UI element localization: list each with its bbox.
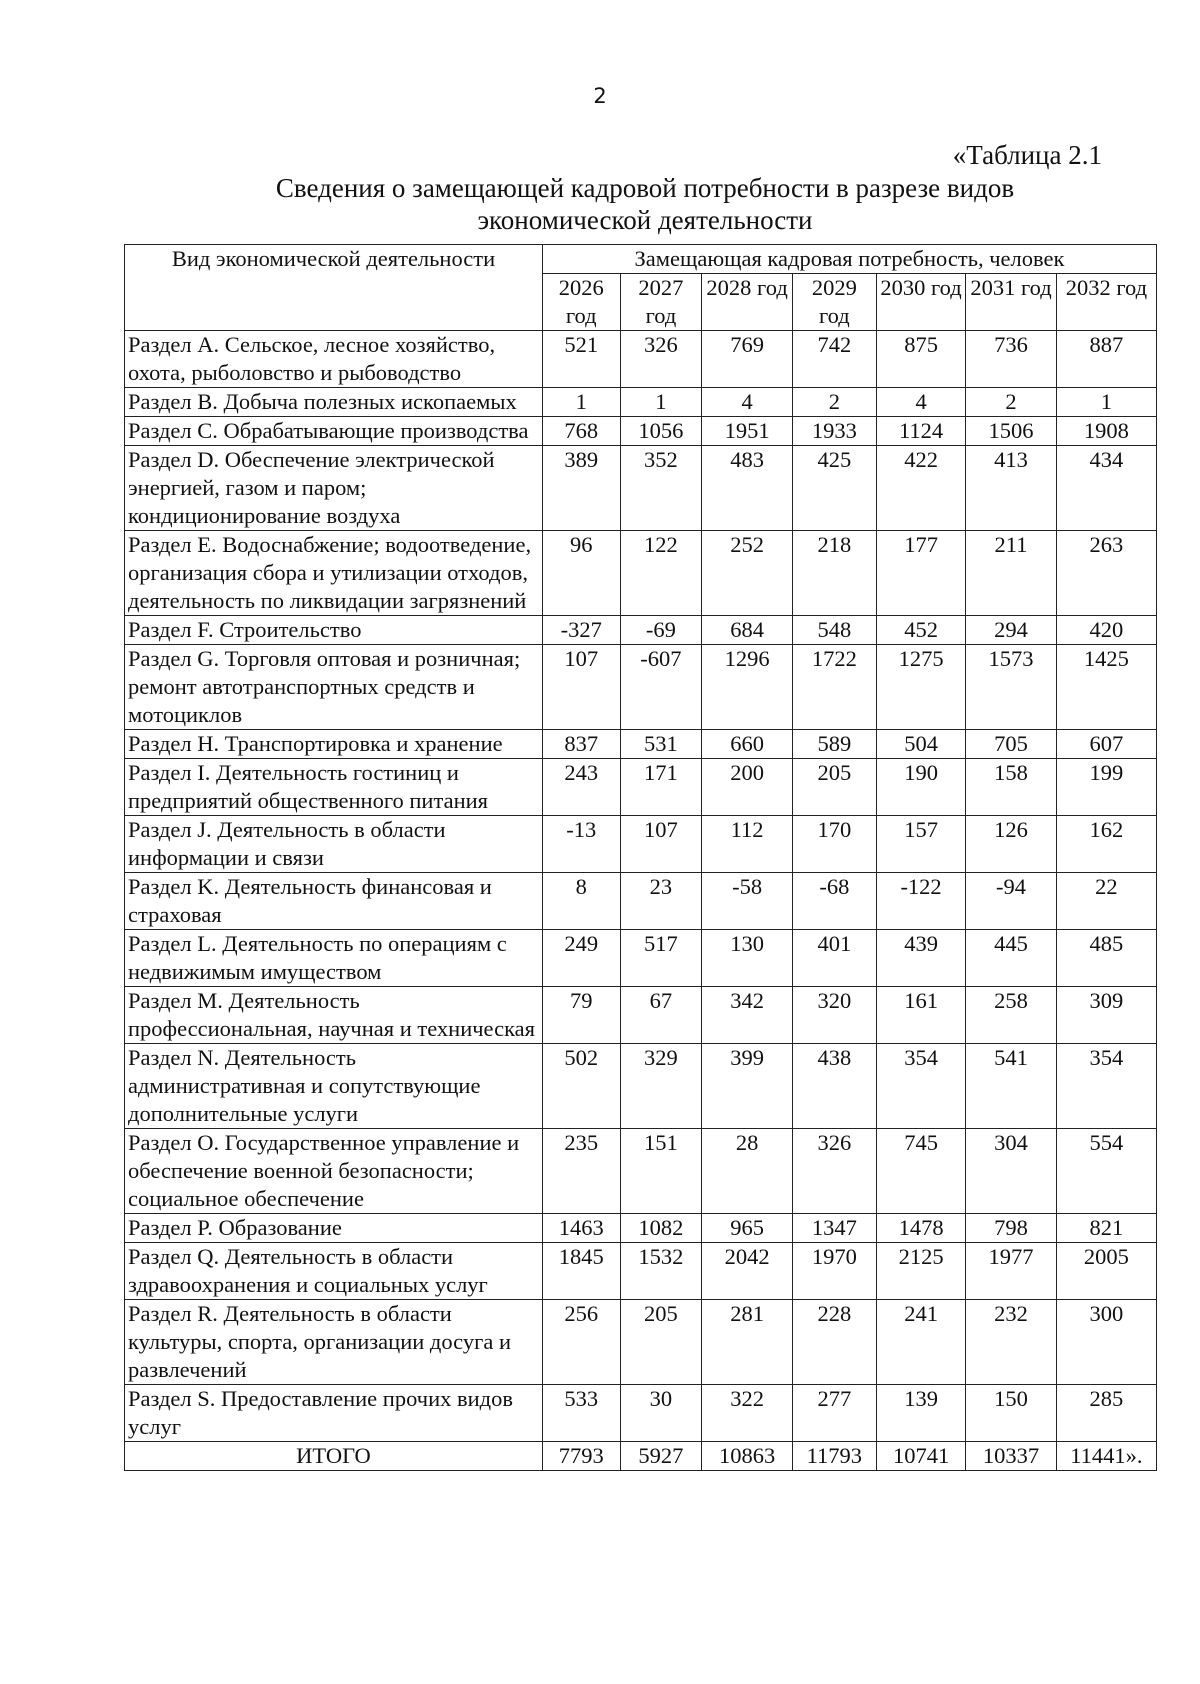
total-value-cell: 10337 (966, 1442, 1056, 1471)
value-cell: -607 (620, 645, 702, 730)
value-cell: 769 (702, 331, 792, 388)
table-row (125, 417, 1157, 446)
value-cell: 425 (792, 446, 876, 531)
value-cell: 1933 (792, 417, 876, 446)
activity-cell: Раздел N. Деятельность административная и сопутствующие дополнительные услуги (125, 1044, 543, 1129)
group-header: Замещающая кадровая потребность, человек (542, 245, 1156, 274)
value-cell: 483 (702, 446, 792, 531)
table-row (125, 531, 1157, 616)
value-cell: 320 (792, 987, 876, 1044)
value-cell: 875 (876, 331, 965, 388)
value-cell: 252 (702, 531, 792, 616)
page-number: 2 (593, 84, 607, 108)
table-body (125, 331, 1157, 1471)
value-cell: 1275 (876, 645, 965, 730)
value-cell: 1463 (542, 1214, 620, 1243)
activity-cell: Раздел I. Деятельность гостиниц и предприятий общественного питания (125, 759, 543, 816)
value-cell: 235 (542, 1129, 620, 1214)
value-cell: 352 (620, 446, 702, 531)
value-cell: 304 (966, 1129, 1056, 1214)
value-cell: 742 (792, 331, 876, 388)
value-cell: 170 (792, 816, 876, 873)
value-cell: 413 (966, 446, 1056, 531)
activity-cell: Раздел G. Торговля оптовая и розничная; ремонт автотранспортных средств и мотоциклов (125, 645, 543, 730)
value-cell: 326 (792, 1129, 876, 1214)
activity-cell: Раздел O. Государственное управление и обеспечение военной безопасности; социальное обеспечение (125, 1129, 543, 1214)
value-cell: 1532 (620, 1243, 702, 1300)
value-cell: 1506 (966, 417, 1056, 446)
value-cell: -69 (620, 616, 702, 645)
value-cell: -58 (702, 873, 792, 930)
table-row (125, 759, 1157, 816)
value-cell: 130 (702, 930, 792, 987)
value-cell: 285 (1056, 1385, 1156, 1442)
value-cell: 1 (542, 388, 620, 417)
value-cell: 1478 (876, 1214, 965, 1243)
value-cell: 2042 (702, 1243, 792, 1300)
table-row (125, 1044, 1157, 1129)
value-cell: 1 (1056, 388, 1156, 417)
value-cell: 768 (542, 417, 620, 446)
value-cell: 4 (876, 388, 965, 417)
activity-cell: Раздел E. Водоснабжение; водоотведение, организация сбора и утилизации отходов, деятельность по ликвидации загрязнений (125, 531, 543, 616)
table-row (125, 873, 1157, 930)
value-cell: 171 (620, 759, 702, 816)
value-cell: 1573 (966, 645, 1056, 730)
value-cell: 281 (702, 1300, 792, 1385)
table-row (125, 1129, 1157, 1214)
value-cell: 354 (1056, 1044, 1156, 1129)
value-cell: 439 (876, 930, 965, 987)
document-title: Сведения о замещающей кадровой потребности в разрезе видов экономической деятельности (275, 173, 1015, 235)
value-cell: 161 (876, 987, 965, 1044)
value-cell: 1425 (1056, 645, 1156, 730)
value-cell: 821 (1056, 1214, 1156, 1243)
value-cell: 1347 (792, 1214, 876, 1243)
value-cell: 420 (1056, 616, 1156, 645)
value-cell: -327 (542, 616, 620, 645)
value-cell: 22 (1056, 873, 1156, 930)
value-cell: 96 (542, 531, 620, 616)
value-cell: 607 (1056, 730, 1156, 759)
table-row (125, 616, 1157, 645)
activity-cell: Раздел L. Деятельность по операциям с недвижимым имуществом (125, 930, 543, 987)
value-cell: 112 (702, 816, 792, 873)
value-cell: 1056 (620, 417, 702, 446)
value-cell: 23 (620, 873, 702, 930)
value-cell: 30 (620, 1385, 702, 1442)
activity-cell: Раздел S. Предоставление прочих видов услуг (125, 1385, 543, 1442)
value-cell: 452 (876, 616, 965, 645)
value-cell: 218 (792, 531, 876, 616)
value-cell: 533 (542, 1385, 620, 1442)
value-cell: 445 (966, 930, 1056, 987)
value-cell: 211 (966, 531, 1056, 616)
table-row (125, 930, 1157, 987)
value-cell: 531 (620, 730, 702, 759)
value-cell: 241 (876, 1300, 965, 1385)
table-row (125, 730, 1157, 759)
value-cell: -94 (966, 873, 1056, 930)
table-row (125, 816, 1157, 873)
value-cell: 126 (966, 816, 1056, 873)
value-cell: 1977 (966, 1243, 1056, 1300)
year-header: 2032 год (1056, 274, 1156, 331)
value-cell: 107 (542, 645, 620, 730)
total-value-cell: 11793 (792, 1442, 876, 1471)
total-label: ИТОГО (125, 1442, 543, 1471)
value-cell: 660 (702, 730, 792, 759)
year-header: 2027 год (620, 274, 702, 331)
activity-header: Вид экономической деятельности (125, 245, 543, 331)
value-cell: 150 (966, 1385, 1056, 1442)
value-cell: 300 (1056, 1300, 1156, 1385)
value-cell: 684 (702, 616, 792, 645)
table-row (125, 987, 1157, 1044)
value-cell: 589 (792, 730, 876, 759)
value-cell: 79 (542, 987, 620, 1044)
table-row (125, 1214, 1157, 1243)
value-cell: 2 (966, 388, 1056, 417)
value-cell: 8 (542, 873, 620, 930)
value-cell: 1 (620, 388, 702, 417)
value-cell: 798 (966, 1214, 1056, 1243)
value-cell: 158 (966, 759, 1056, 816)
value-cell: 485 (1056, 930, 1156, 987)
value-cell: 258 (966, 987, 1056, 1044)
year-header: 2031 год (966, 274, 1056, 331)
value-cell: 2 (792, 388, 876, 417)
value-cell: 422 (876, 446, 965, 531)
value-cell: 517 (620, 930, 702, 987)
value-cell: -122 (876, 873, 965, 930)
value-cell: 232 (966, 1300, 1056, 1385)
activity-cell: Раздел H. Транспортировка и хранение (125, 730, 543, 759)
value-cell: 28 (702, 1129, 792, 1214)
value-cell: 1082 (620, 1214, 702, 1243)
value-cell: 200 (702, 759, 792, 816)
total-value-cell: 10863 (702, 1442, 792, 1471)
value-cell: 2005 (1056, 1243, 1156, 1300)
value-cell: 107 (620, 816, 702, 873)
value-cell: 399 (702, 1044, 792, 1129)
value-cell: 1970 (792, 1243, 876, 1300)
value-cell: 326 (620, 331, 702, 388)
value-cell: 401 (792, 930, 876, 987)
year-header: 2030 год (876, 274, 965, 331)
activity-cell: Раздел A. Сельское, лесное хозяйство, охота, рыболовство и рыбоводство (125, 331, 543, 388)
year-header: 2028 год (702, 274, 792, 331)
staffing-needs-table (124, 244, 1157, 1471)
activity-cell: Раздел J. Деятельность в области информации и связи (125, 816, 543, 873)
value-cell: 205 (620, 1300, 702, 1385)
value-cell: 199 (1056, 759, 1156, 816)
value-cell: 521 (542, 331, 620, 388)
value-cell: 249 (542, 930, 620, 987)
value-cell: 139 (876, 1385, 965, 1442)
value-cell: 1722 (792, 645, 876, 730)
value-cell: -13 (542, 816, 620, 873)
value-cell: 434 (1056, 446, 1156, 531)
value-cell: -68 (792, 873, 876, 930)
total-value-cell: 10741 (876, 1442, 965, 1471)
value-cell: 228 (792, 1300, 876, 1385)
table-row (125, 388, 1157, 417)
table-row (125, 1385, 1157, 1442)
value-cell: 1951 (702, 417, 792, 446)
activity-cell: Раздел F. Строительство (125, 616, 543, 645)
value-cell: 277 (792, 1385, 876, 1442)
value-cell: 965 (702, 1214, 792, 1243)
activity-cell: Раздел Q. Деятельность в области здравоохранения и социальных услуг (125, 1243, 543, 1300)
value-cell: 294 (966, 616, 1056, 645)
value-cell: 256 (542, 1300, 620, 1385)
value-cell: 67 (620, 987, 702, 1044)
value-cell: 329 (620, 1044, 702, 1129)
value-cell: 157 (876, 816, 965, 873)
value-cell: 263 (1056, 531, 1156, 616)
table-row (125, 446, 1157, 531)
value-cell: 205 (792, 759, 876, 816)
value-cell: 1124 (876, 417, 965, 446)
value-cell: 177 (876, 531, 965, 616)
value-cell: 1845 (542, 1243, 620, 1300)
table-row (125, 1300, 1157, 1385)
total-value-cell: 11441». (1056, 1442, 1156, 1471)
value-cell: 736 (966, 331, 1056, 388)
value-cell: 504 (876, 730, 965, 759)
table-row (125, 645, 1157, 730)
value-cell: 837 (542, 730, 620, 759)
value-cell: 541 (966, 1044, 1056, 1129)
year-header: 2029 год (792, 274, 876, 331)
value-cell: 122 (620, 531, 702, 616)
total-value-cell: 7793 (542, 1442, 620, 1471)
value-cell: 887 (1056, 331, 1156, 388)
total-value-cell: 5927 (620, 1442, 702, 1471)
activity-cell: Раздел P. Образование (125, 1214, 543, 1243)
table-row (125, 331, 1157, 388)
value-cell: 354 (876, 1044, 965, 1129)
value-cell: 1908 (1056, 417, 1156, 446)
value-cell: 438 (792, 1044, 876, 1129)
activity-cell: Раздел M. Деятельность профессиональная, научная и техническая (125, 987, 543, 1044)
value-cell: 342 (702, 987, 792, 1044)
total-row (125, 1442, 1157, 1471)
activity-cell: Раздел K. Деятельность финансовая и страховая (125, 873, 543, 930)
table-row (125, 1243, 1157, 1300)
value-cell: 1296 (702, 645, 792, 730)
value-cell: 309 (1056, 987, 1156, 1044)
value-cell: 151 (620, 1129, 702, 1214)
activity-cell: Раздел D. Обеспечение электрической энергией, газом и паром; кондиционирование воздуха (125, 446, 543, 531)
table-label: «Таблица 2.1 (952, 140, 1102, 170)
value-cell: 190 (876, 759, 965, 816)
activity-cell: Раздел R. Деятельность в области культуры, спорта, организации досуга и развлечений (125, 1300, 543, 1385)
activity-cell: Раздел B. Добыча полезных ископаемых (125, 388, 543, 417)
value-cell: 502 (542, 1044, 620, 1129)
value-cell: 554 (1056, 1129, 1156, 1214)
value-cell: 389 (542, 446, 620, 531)
year-header: 2026 год (542, 274, 620, 331)
value-cell: 4 (702, 388, 792, 417)
value-cell: 548 (792, 616, 876, 645)
value-cell: 243 (542, 759, 620, 816)
header-row-group (125, 245, 1157, 274)
value-cell: 745 (876, 1129, 965, 1214)
value-cell: 322 (702, 1385, 792, 1442)
value-cell: 2125 (876, 1243, 965, 1300)
value-cell: 705 (966, 730, 1056, 759)
activity-cell: Раздел C. Обрабатывающие производства (125, 417, 543, 446)
value-cell: 162 (1056, 816, 1156, 873)
